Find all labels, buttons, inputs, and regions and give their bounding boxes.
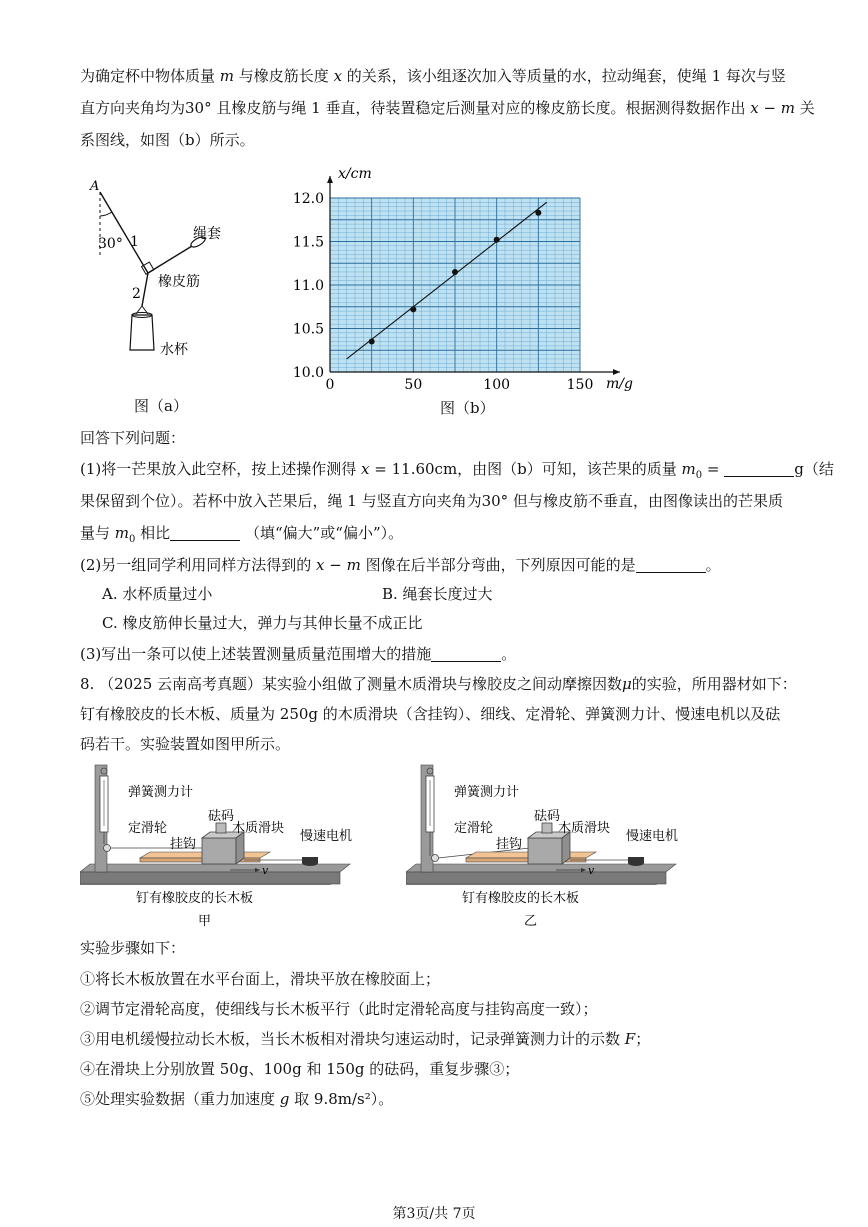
y-axis-label: x/cm	[338, 166, 372, 182]
blank-mass[interactable]	[724, 460, 794, 477]
label-rope-2: 2	[132, 286, 141, 302]
step-1: ①将长木板放置在水平台面上，滑块平放在橡胶面上；	[80, 970, 441, 988]
label-block: 木质滑块	[232, 821, 285, 836]
step-5: ⑤处理实验数据（重力加速度 g 取 9.8m/s²）。	[80, 1090, 394, 1108]
label-velocity: v	[262, 864, 269, 877]
label-cup: 水杯	[160, 342, 188, 358]
label-velocity-2: v	[588, 864, 595, 877]
x-tick-label: 0	[325, 377, 335, 393]
label-board-2: 钉有橡胶皮的长木板	[462, 891, 580, 906]
question-8-line-3: 码若干。实验装置如图甲所示。	[80, 735, 291, 753]
question-1-line-3: 量与 $m_0$ 相比 （填“偏大”或“偏小”）。	[80, 524, 404, 545]
question-8-line-2: 钉有橡胶皮的长木板、质量为 250g 的木质滑块（含挂钩）、细线、定滑轮、弹簧测力计、慢速电机以及砝	[80, 705, 781, 723]
label-pulley-2: 定滑轮	[454, 821, 494, 836]
option-b[interactable]: B. 绳套长度过大	[382, 585, 493, 603]
question-1-line-2: 果保留到个位）。若杯中放入芒果后，绳 1 与竖直方向夹角为30° 但与橡皮筋不垂直，由图像读出的芒果质	[80, 492, 783, 510]
data-point	[452, 269, 458, 275]
option-c[interactable]: C. 橡皮筋伸长量过大，弹力与其伸长量不成正比	[102, 614, 423, 632]
apparatus-figure-jia	[80, 760, 380, 930]
figure-b-caption: 图（b）	[440, 399, 495, 417]
intro-line-3: 系图线，如图（b）所示。	[80, 131, 255, 149]
label-A: A	[90, 179, 100, 194]
label-pulley: 定滑轮	[128, 821, 168, 836]
label-block-2: 木质滑块	[558, 821, 611, 836]
question-3: (3)写出一条可以使上述装置测量质量范围增大的措施 。	[80, 645, 517, 663]
label-spring-scale-2: 弹簧测力计	[454, 785, 520, 800]
y-tick-label: 10.5	[292, 321, 324, 338]
figure-a-caption: 图（a）	[134, 397, 188, 415]
data-point	[535, 210, 541, 216]
y-tick-label: 11.0	[292, 278, 324, 294]
intro-line-1: 为确定杯中物体质量 m 与橡皮筋长度 x 的关系，该小组逐次加入等质量的水，拉动绳套，使绳 1 每次与竖	[80, 67, 786, 85]
label-hook-2: 挂钩	[496, 837, 523, 852]
figure-a-diagram	[80, 178, 250, 368]
steps-title: 实验步骤如下：	[80, 939, 186, 957]
label-motor-2: 慢速电机	[626, 829, 679, 844]
label-board: 钉有橡胶皮的长木板	[136, 891, 254, 906]
blank-compare[interactable]	[170, 524, 240, 541]
step-3: ③用电机缓慢拉动长木板，当长木板相对滑块匀速运动时，记录弹簧测力计的示数 F；	[80, 1030, 651, 1048]
blank-reason[interactable]	[636, 556, 706, 573]
label-spring-scale: 弹簧测力计	[128, 785, 194, 800]
intro-line-2: 直方向夹角均为30° 且橡皮筋与绳 1 垂直，待装置稳定后测量对应的橡皮筋长度。根据测得数据作出 x − m 关	[80, 99, 815, 117]
answer-prompt: 回答下列问题：	[80, 429, 186, 447]
data-point	[410, 306, 416, 312]
data-point	[494, 237, 500, 243]
label-motor: 慢速电机	[300, 829, 353, 844]
label-weight: 砝码	[208, 809, 235, 824]
label-weight-2: 砝码	[534, 809, 561, 824]
y-tick-label: 10.0	[292, 365, 324, 381]
data-point	[369, 339, 375, 345]
option-a[interactable]: A. 水杯质量过小	[102, 585, 213, 603]
apparatus-figure-yi	[406, 760, 706, 930]
step-2: ②调节定滑轮高度，使细线与长木板平行（此时定滑轮高度与挂钩高度一致）；	[80, 1000, 598, 1018]
label-angle: 30°	[98, 236, 123, 252]
label-band: 橡皮筋	[158, 274, 200, 290]
label-loop: 绳套	[193, 226, 221, 242]
caption-jia: 甲	[198, 914, 212, 929]
x-tick-label: 150	[566, 377, 594, 393]
x-tick-label: 100	[483, 377, 511, 393]
page-footer: 第3页/共 7页	[392, 1206, 476, 1222]
step-4: ④在滑块上分别放置 50g、100g 和 150g 的砝码，重复步骤③；	[80, 1060, 520, 1078]
question-1-line-1: (1)将一芒果放入此空杯，按上述操作测得 x = 11.60cm，由图（b）可知，该芒果的质量 $m_0 = g$（结	[80, 460, 834, 481]
x-axis-arrow	[613, 369, 620, 375]
label-hook: 挂钩	[170, 837, 197, 852]
x-axis-label: m/g	[606, 376, 633, 392]
label-rope-1: 1	[130, 234, 139, 250]
y-tick-label: 12.0	[292, 191, 324, 207]
x-tick-label: 50	[404, 377, 423, 393]
figure-b-chart	[290, 162, 640, 398]
question-2: (2)另一组同学利用同样方法得到的 x − m 图像在后半部分弯曲，下列原因可能的是 。	[80, 556, 721, 574]
blank-measure[interactable]	[431, 645, 501, 662]
question-8-line-1: 8. （2025 云南高考真题）某实验小组做了测量木质滑块与橡胶皮之间动摩擦因数μ的实验，所用器材如下：	[80, 675, 797, 693]
caption-yi: 乙	[524, 914, 538, 929]
y-axis-arrow	[327, 176, 333, 183]
y-tick-label: 11.5	[292, 234, 324, 251]
